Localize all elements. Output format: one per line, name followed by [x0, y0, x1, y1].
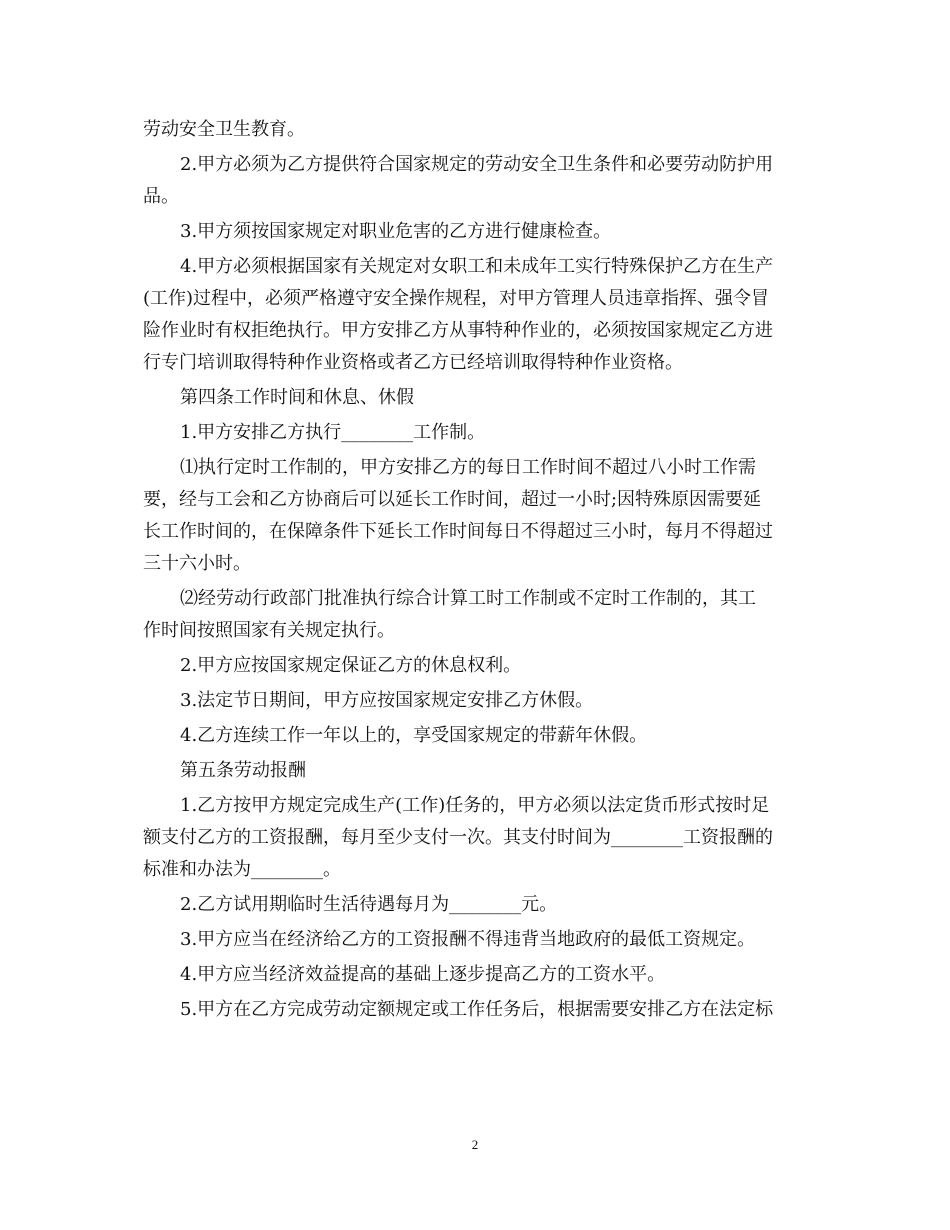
paragraph-line: 2.乙方试用期临时生活待遇每月为________元。 [180, 894, 558, 915]
paragraph-line: 4.甲方应当经济效益提高的基础上逐步提高乙方的工资水平。 [180, 964, 666, 985]
paragraph-line: 1.乙方按甲方规定完成生产(工作)任务的，甲方必须以法定货币形式按时足 [180, 795, 770, 816]
paragraph-line: 1.甲方安排乙方执行________工作制。 [180, 422, 486, 443]
paragraph-line: 3.甲方应当在经济给乙方的工资报酬不得违背当地政府的最低工资规定。 [180, 929, 756, 950]
paragraph-line: ⑴执行定时工作制的，甲方安排乙方的每日工作时间不超过八小时工作需 [180, 457, 756, 478]
paragraph-line: 作时间按照国家有关规定执行。 [143, 620, 395, 641]
paragraph-line: (工作)过程中，必须严格遵守安全操作规程，对甲方管理人员违章指挥、强令冒 [143, 288, 770, 309]
paragraph-line: 2.甲方必须为乙方提供符合国家规定的劳动安全卫生条件和必要劳动防护用 [180, 154, 774, 175]
paragraph-line: 三十六小时。 [143, 553, 251, 574]
page-number: 2 [471, 1137, 479, 1152]
document-body [143, 114, 803, 1026]
paragraph-line: 额支付乙方的工资报酬，每月至少支付一次。其支付时间为________工资报酬的 [143, 827, 773, 848]
paragraph-line: 3.法定节日期间，甲方应按国家规定安排乙方休假。 [180, 690, 594, 711]
paragraph-line: ⑵经劳动行政部门批准执行综合计算工时工作制或不定时工作制的，其工 [180, 588, 756, 609]
paragraph-line: 4.乙方连续工作一年以上的，享受国家规定的带薪年休假。 [180, 725, 648, 746]
paragraph-line: 品。 [143, 186, 179, 207]
paragraph-line: 劳动安全卫生教育。 [143, 119, 305, 140]
section-heading: 第四条工作时间和休息、休假 [180, 387, 414, 408]
paragraph-line: 5.甲方在乙方完成劳动定额规定或工作任务后，根据需要安排乙方在法定标 [180, 999, 774, 1020]
paragraph-line: 4.甲方必须根据国家有关规定对女职工和未成年工实行特殊保护乙方在生产 [180, 256, 774, 277]
paragraph-line: 长工作时间的，在保障条件下延长工作时间每日不得超过三小时，每月不得超过 [143, 521, 773, 542]
paragraph-line: 标准和办法为________。 [143, 859, 341, 880]
paragraph-line: 险作业时有权拒绝执行。甲方安排乙方从事特种作业的，必须按国家规定乙方进 [143, 320, 773, 341]
paragraph-line: 2.甲方应按国家规定保证乙方的休息权利。 [180, 655, 522, 676]
paragraph-line: 3.甲方须按国家规定对职业危害的乙方进行健康检查。 [180, 221, 612, 242]
paragraph-line: 要，经与工会和乙方协商后可以延长工作时间，超过一小时;因特殊原因需要延 [143, 489, 762, 510]
section-heading: 第五条劳动报酬 [180, 760, 306, 781]
paragraph-line: 行专门培训取得特种作业资格或者乙方已经培训取得特种作业资格。 [143, 352, 683, 373]
